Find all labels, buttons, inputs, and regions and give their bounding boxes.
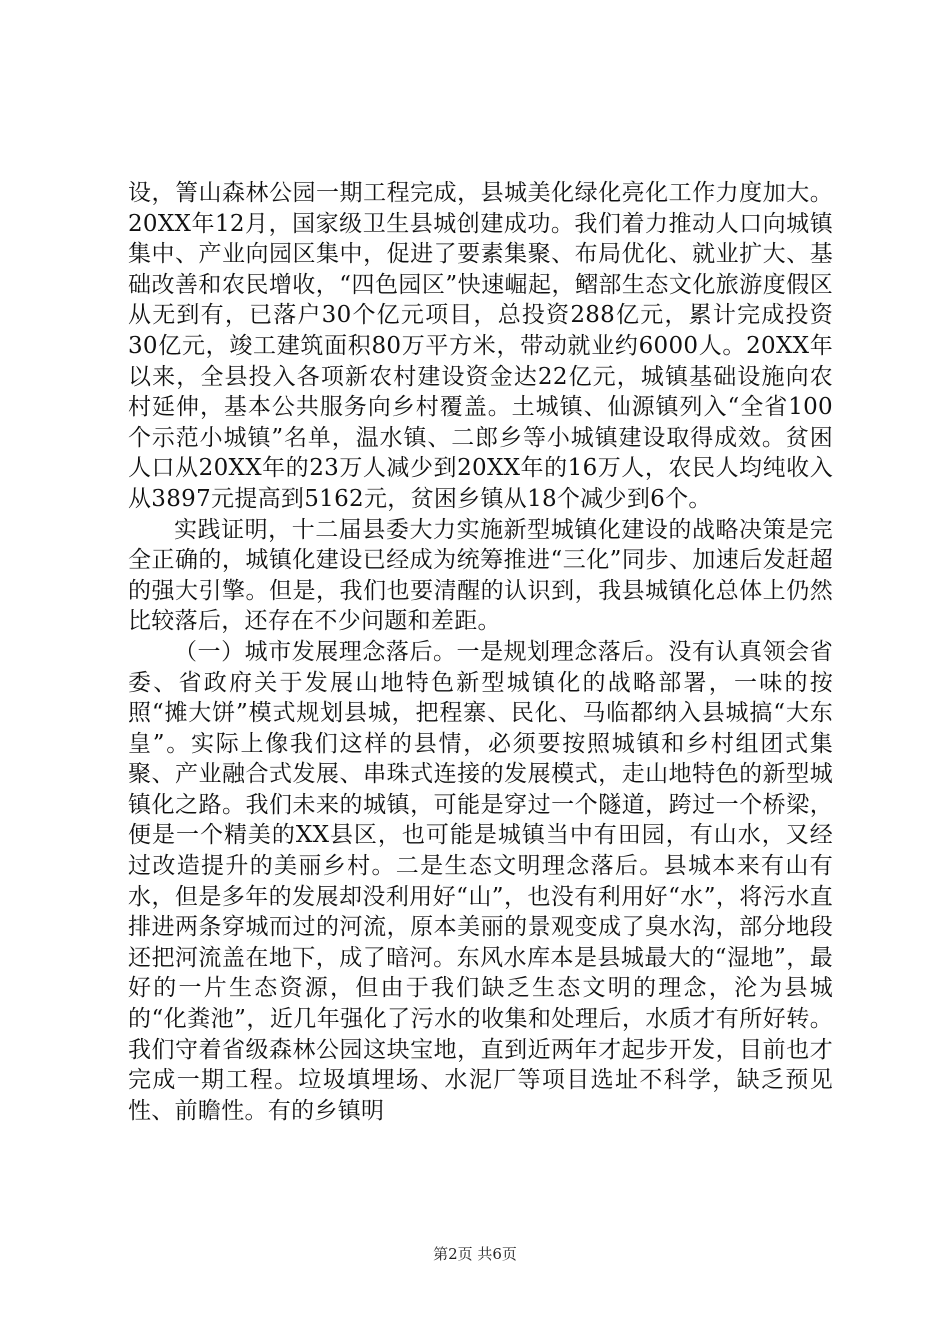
paragraph-continued: 设，箐山森林公园一期工程完成，县城美化绿化亮化工作力度加大。20XX年12月，国家级卫生县城创建成功。我们着力推动人口向城镇集中、产业向园区集中，促进了要素集聚、布局优化、就业扩大、基础改善和农民增收，“四色园区”快速崛起，鳛部生态文化旅游度假区从无到有，已落户30个亿元项目，总投资288亿元，累计完成投资30亿元，竣工建筑面积80万平方米，带动就业约6000人。20XX年以来，全县投入各项新农村建设资金达22亿元，城镇基础设施向农村延伸，基本公共服务向乡村覆盖。土城镇、仙源镇列入“全省100个示范小城镇”名单，温水镇、二郎乡等小城镇建设取得成效。贫困人口从20XX年的23万人减少到20XX年的16万人，农民人均纯收入从3897元提高到5162元，贫困乡镇从18个减少到6个。 [128, 180, 833, 512]
page-number-footer: 第2页 共6页 [433, 1245, 517, 1263]
paragraph-practice-proves: 实践证明，十二届县委大力实施新型城镇化建设的战略决策是完全正确的，城镇化建设已经成为统筹推进“三化”同步、加速后发赶超的强大引擎。但是，我们也要清醒的认识到，我县城镇化总体上仍然比较落后，还存在不少问题和差距。 [128, 516, 833, 635]
paragraph-section-one: （一）城市发展理念落后。一是规划理念落后。没有认真领会省委、省政府关于发展山地特色新型城镇化的战略部署，一味的按照“摊大饼”模式规划县城，把程寨、民化、马临都纳入县城搞“大东皇”。实际上像我们这样的县情，必须要按照城镇和乡村组团式集聚、产业融合式发展、串珠式连接的发展模式，走山地特色的新型城镇化之路。我们未来的城镇，可能是穿过一个隧道，跨过一个桥梁，便是一个精美的XX县区，也可能是城镇当中有田园，有山水，又经过改造提升的美丽乡村。二是生态文明理念落后。县城本来有山有水，但是多年的发展却没利用好“山”，也没有利用好“水”，将污水直排进两条穿城而过的河流，原本美丽的景观变成了臭水沟，部分地段还把河流盖在地下，成了暗河。东风水库本是县城最大的“湿地”，最好的一片生态资源，但由于我们缺乏生态文明的理念，沦为县城的“化粪池”，近几年强化了污水的收集和处理后，水质才有所好转。我们守着省级森林公园这块宝地，直到近两年才起步开发，目前也才完成一期工程。垃圾填埋场、水泥厂等项目选址不科学，缺乏预见性、前瞻性。有的乡镇明 [128, 638, 833, 1124]
document-body [128, 178, 833, 1126]
